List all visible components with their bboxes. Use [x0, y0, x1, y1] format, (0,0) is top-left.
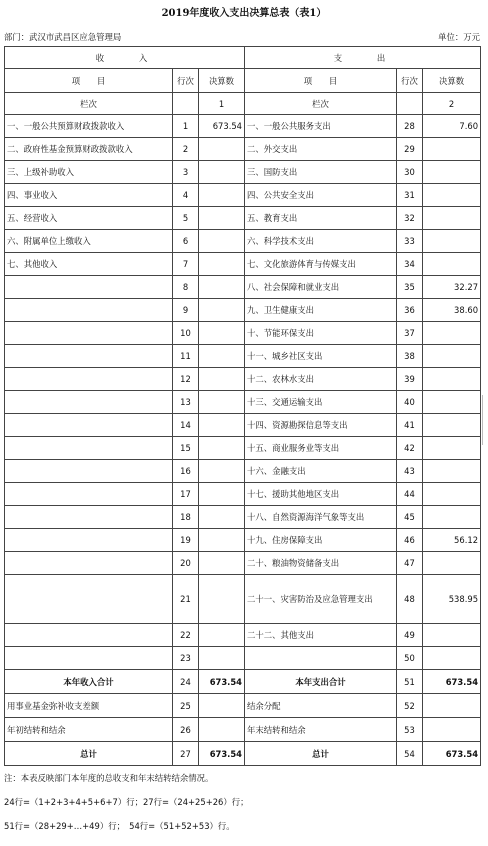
expense-item-label: 四、公共安全支出 [245, 184, 397, 207]
income-rowno-header: 行次 [173, 69, 199, 93]
income-item-label [5, 276, 173, 299]
income-row-number: 20 [173, 552, 199, 575]
subtotal-row [5, 694, 481, 718]
expense-amount: 38.60 [423, 299, 481, 322]
expense-amount [423, 184, 481, 207]
table-row [5, 460, 481, 483]
income-amount [199, 483, 245, 506]
expense-amount [423, 552, 481, 575]
table-row [5, 391, 481, 414]
expense-item-label: 一、一般公共服务支出 [245, 115, 397, 138]
expense-item-label: 二十、粮油物资储备支出 [245, 552, 397, 575]
expense-amount [423, 391, 481, 414]
table-row [5, 529, 481, 552]
footnote: 注：本表反映部门本年度的总收支和年末结转结余情况。 [4, 773, 214, 783]
expense-row-number: 28 [397, 115, 423, 138]
subtotal-row [5, 718, 481, 742]
expense-row-number: 29 [397, 138, 423, 161]
expense-amount [423, 460, 481, 483]
expense-amount [423, 414, 481, 437]
income-row-number: 24 [173, 670, 199, 694]
income-row-number: 11 [173, 345, 199, 368]
expense-total-amount [423, 718, 481, 742]
page-edge-marker [482, 395, 488, 445]
income-total-label: 用事业基金弥补收支差额 [5, 694, 173, 718]
expense-amount: 538.95 [423, 575, 481, 624]
income-amount [199, 552, 245, 575]
footnote: 51行=（28+29+…+49）行； 54行=（51+52+53）行。 [4, 821, 235, 831]
expense-amount-header: 决算数 [423, 69, 481, 93]
income-item-label: 四、事业收入 [5, 184, 173, 207]
income-row-number: 14 [173, 414, 199, 437]
income-item-label [5, 529, 173, 552]
expense-amount: 7.60 [423, 115, 481, 138]
expense-rowno-header: 行次 [397, 69, 423, 93]
income-row-number: 25 [173, 694, 199, 718]
expense-amount [423, 483, 481, 506]
expense-row-number: 32 [397, 207, 423, 230]
income-row-number: 16 [173, 460, 199, 483]
income-item-label [5, 391, 173, 414]
report-title: 2019年度收入支出决算总表（表1） [161, 8, 327, 19]
income-row-number: 17 [173, 483, 199, 506]
income-col-label: 栏次 [5, 93, 173, 115]
expense-item-label: 十三、交通运输支出 [245, 391, 397, 414]
income-total-amount [199, 718, 245, 742]
income-amount [199, 299, 245, 322]
table-row [5, 207, 481, 230]
column-header-row [5, 69, 481, 93]
table-row [5, 253, 481, 276]
expense-item-label: 十九、住房保障支出 [245, 529, 397, 552]
income-item-label [5, 345, 173, 368]
income-amount [199, 230, 245, 253]
expense-row-number: 38 [397, 345, 423, 368]
expense-amount [423, 230, 481, 253]
expense-row-number: 42 [397, 437, 423, 460]
income-section-header: 收 入 [5, 47, 245, 69]
department-label: 部门：武汉市武昌区应急管理局 [4, 32, 122, 42]
table-row [5, 184, 481, 207]
expense-amount [423, 138, 481, 161]
expense-item-label: 八、社会保障和就业支出 [245, 276, 397, 299]
income-amount [199, 368, 245, 391]
income-amount [199, 624, 245, 647]
income-amount [199, 138, 245, 161]
table-row [5, 322, 481, 345]
expense-item-label: 十七、援助其他地区支出 [245, 483, 397, 506]
expense-section-header: 支 出 [245, 47, 481, 69]
expense-row-number: 39 [397, 368, 423, 391]
column-index-row [5, 93, 481, 115]
total-row [5, 670, 481, 694]
income-row-number: 1 [173, 115, 199, 138]
income-col-index: 1 [199, 93, 245, 115]
income-row-number: 13 [173, 391, 199, 414]
income-item-label: 三、上级补助收入 [5, 161, 173, 184]
income-item-label: 五、经营收入 [5, 207, 173, 230]
income-amount [199, 575, 245, 624]
unit-label: 单位：万元 [438, 32, 480, 42]
expense-row-number: 40 [397, 391, 423, 414]
table-row [5, 368, 481, 391]
expense-item-label: 五、教育支出 [245, 207, 397, 230]
expense-total-label: 本年支出合计 [245, 670, 397, 694]
income-item-label: 七、其他收入 [5, 253, 173, 276]
income-item-label [5, 299, 173, 322]
expense-row-number: 45 [397, 506, 423, 529]
expense-item-label: 十六、金融支出 [245, 460, 397, 483]
income-item-label [5, 322, 173, 345]
footnotes [4, 766, 484, 838]
income-item-label [5, 624, 173, 647]
table-row [5, 230, 481, 253]
income-row-number: 18 [173, 506, 199, 529]
expense-row-number: 49 [397, 624, 423, 647]
section-header-row [5, 47, 481, 69]
table-row [5, 161, 481, 184]
empty-cell [173, 93, 199, 115]
empty-cell [397, 93, 423, 115]
income-row-number: 5 [173, 207, 199, 230]
table-row [5, 483, 481, 506]
income-item-label [5, 552, 173, 575]
income-item-label: 六、附属单位上缴收入 [5, 230, 173, 253]
expense-amount [423, 368, 481, 391]
expense-total-label: 总计 [245, 742, 397, 766]
expense-item-label: 二十二、其他支出 [245, 624, 397, 647]
table-row [5, 115, 481, 138]
income-amount [199, 276, 245, 299]
table-row [5, 138, 481, 161]
income-item-label [5, 414, 173, 437]
expense-row-number: 44 [397, 483, 423, 506]
expense-amount [423, 322, 481, 345]
expense-row-number: 46 [397, 529, 423, 552]
income-row-number: 4 [173, 184, 199, 207]
expense-item-label: 十八、自然资源海洋气象等支出 [245, 506, 397, 529]
expense-row-number: 31 [397, 184, 423, 207]
income-amount [199, 460, 245, 483]
footnote: 24行=（1+2+3+4+5+6+7）行；27行=（24+25+26）行； [4, 797, 249, 807]
income-amount [199, 391, 245, 414]
income-amount-header: 决算数 [199, 69, 245, 93]
expense-row-number: 30 [397, 161, 423, 184]
total-row [5, 742, 481, 766]
expense-row-number: 47 [397, 552, 423, 575]
expense-amount [423, 161, 481, 184]
expense-row-number: 54 [397, 742, 423, 766]
expense-item-label: 十一、城乡社区支出 [245, 345, 397, 368]
expense-row-number: 33 [397, 230, 423, 253]
expense-row-number: 36 [397, 299, 423, 322]
income-total-amount: 673.54 [199, 670, 245, 694]
expense-item-label [245, 647, 397, 670]
income-item-header: 项 目 [5, 69, 173, 93]
income-total-label: 本年收入合计 [5, 670, 173, 694]
income-item-label [5, 368, 173, 391]
expense-item-label: 九、卫生健康支出 [245, 299, 397, 322]
table-row [5, 437, 481, 460]
income-row-number: 6 [173, 230, 199, 253]
expense-amount [423, 253, 481, 276]
income-item-label [5, 437, 173, 460]
income-item-label [5, 506, 173, 529]
expense-amount [423, 624, 481, 647]
income-item-label: 一、一般公共预算财政拨款收入 [5, 115, 173, 138]
income-row-number: 3 [173, 161, 199, 184]
income-row-number: 15 [173, 437, 199, 460]
income-row-number: 26 [173, 718, 199, 742]
expense-item-label: 二十一、灾害防治及应急管理支出 [245, 575, 397, 624]
expense-amount: 32.27 [423, 276, 481, 299]
expense-item-label: 三、国防支出 [245, 161, 397, 184]
income-amount [199, 529, 245, 552]
income-amount [199, 414, 245, 437]
income-item-label [5, 647, 173, 670]
income-amount [199, 345, 245, 368]
expense-row-number: 43 [397, 460, 423, 483]
expense-amount [423, 506, 481, 529]
income-item-label [5, 575, 173, 624]
income-amount [199, 184, 245, 207]
income-amount [199, 437, 245, 460]
income-row-number: 23 [173, 647, 199, 670]
income-item-label: 二、政府性基金预算财政拨款收入 [5, 138, 173, 161]
expense-item-label: 二、外交支出 [245, 138, 397, 161]
income-row-number: 12 [173, 368, 199, 391]
table-row [5, 345, 481, 368]
income-item-label [5, 460, 173, 483]
income-total-label: 总计 [5, 742, 173, 766]
income-item-label [5, 483, 173, 506]
income-amount [199, 322, 245, 345]
income-total-amount [199, 694, 245, 718]
table-row [5, 506, 481, 529]
expense-amount: 56.12 [423, 529, 481, 552]
table-row [5, 299, 481, 322]
income-row-number: 10 [173, 322, 199, 345]
expense-col-label: 栏次 [245, 93, 397, 115]
expense-amount [423, 647, 481, 670]
table-row [5, 552, 481, 575]
expense-total-amount: 673.54 [423, 670, 481, 694]
expense-total-label: 年末结转和结余 [245, 718, 397, 742]
expense-item-label: 十二、农林水支出 [245, 368, 397, 391]
income-row-number: 9 [173, 299, 199, 322]
expense-amount [423, 437, 481, 460]
income-amount [199, 253, 245, 276]
expense-row-number: 52 [397, 694, 423, 718]
table-row [5, 575, 481, 624]
income-row-number: 19 [173, 529, 199, 552]
expense-row-number: 35 [397, 276, 423, 299]
expense-row-number: 51 [397, 670, 423, 694]
income-row-number: 22 [173, 624, 199, 647]
income-amount [199, 161, 245, 184]
income-amount [199, 647, 245, 670]
table-row [5, 647, 481, 670]
expense-total-label: 结余分配 [245, 694, 397, 718]
expense-amount [423, 345, 481, 368]
expense-row-number: 41 [397, 414, 423, 437]
expense-item-label: 十四、资源勘探信息等支出 [245, 414, 397, 437]
expense-row-number: 34 [397, 253, 423, 276]
expense-row-number: 48 [397, 575, 423, 624]
income-expense-table [4, 46, 481, 766]
table-row [5, 414, 481, 437]
expense-item-label: 六、科学技术支出 [245, 230, 397, 253]
income-row-number: 27 [173, 742, 199, 766]
expense-row-number: 50 [397, 647, 423, 670]
table-row [5, 624, 481, 647]
expense-row-number: 37 [397, 322, 423, 345]
table-row [5, 276, 481, 299]
income-total-amount: 673.54 [199, 742, 245, 766]
income-row-number: 21 [173, 575, 199, 624]
expense-row-number: 53 [397, 718, 423, 742]
expense-total-amount [423, 694, 481, 718]
income-row-number: 2 [173, 138, 199, 161]
expense-item-label: 十、节能环保支出 [245, 322, 397, 345]
income-amount: 673.54 [199, 115, 245, 138]
income-row-number: 8 [173, 276, 199, 299]
income-row-number: 7 [173, 253, 199, 276]
expense-item-header: 项 目 [245, 69, 397, 93]
expense-item-label: 十五、商业服务业等支出 [245, 437, 397, 460]
expense-amount [423, 207, 481, 230]
income-amount [199, 207, 245, 230]
expense-col-index: 2 [423, 93, 481, 115]
expense-item-label: 七、文化旅游体育与传媒支出 [245, 253, 397, 276]
expense-total-amount: 673.54 [423, 742, 481, 766]
income-amount [199, 506, 245, 529]
income-total-label: 年初结转和结余 [5, 718, 173, 742]
